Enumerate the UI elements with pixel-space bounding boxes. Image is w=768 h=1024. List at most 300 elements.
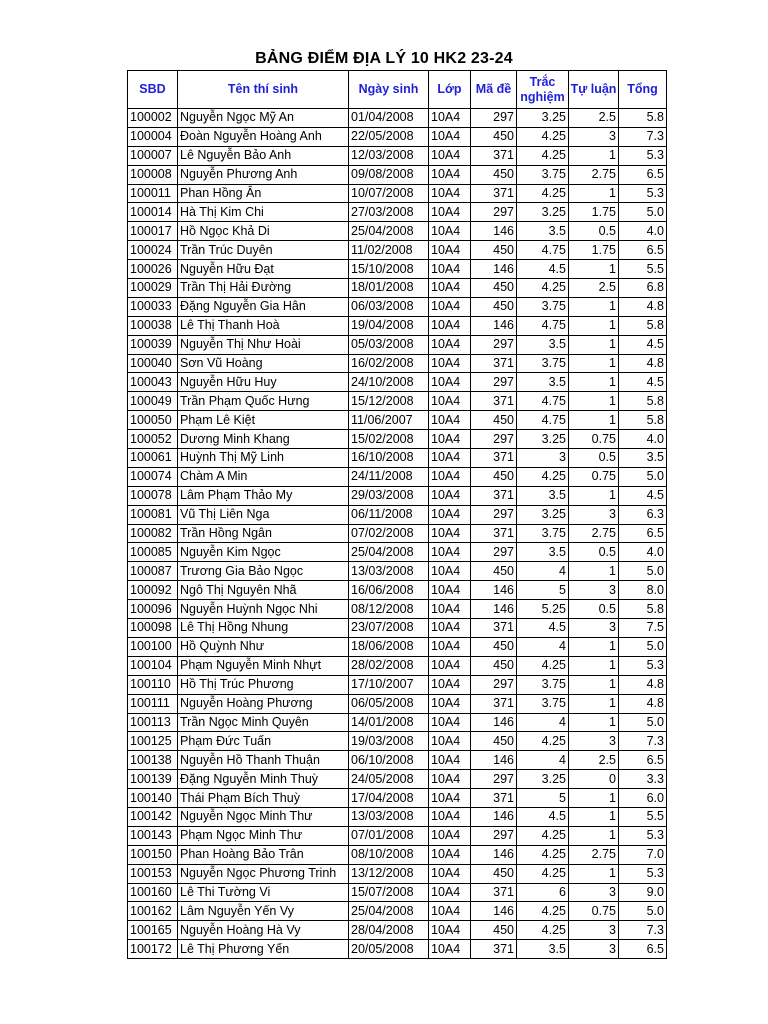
cell-name: Lê Thị Hồng Nhung [178,619,349,638]
cell-multiple-choice: 4.5 [517,260,569,279]
cell-name: Lâm Nguyễn Yến Vy [178,902,349,921]
cell-total: 6.5 [619,940,667,959]
header-dob: Ngày sinh [349,71,429,109]
cell-sbd: 100165 [128,921,178,940]
cell-name: Phạm Ngọc Minh Thư [178,826,349,845]
cell-multiple-choice: 6 [517,883,569,902]
cell-name: Phạm Lê Kiệt [178,411,349,430]
cell-essay: 1 [569,675,619,694]
cell-code: 146 [471,260,517,279]
cell-class: 10A4 [429,430,471,449]
cell-class: 10A4 [429,241,471,260]
cell-class: 10A4 [429,109,471,128]
cell-essay: 1.75 [569,203,619,222]
cell-sbd: 100100 [128,637,178,656]
cell-sbd: 100139 [128,770,178,789]
cell-multiple-choice: 5 [517,789,569,808]
table-row [128,430,667,449]
cell-multiple-choice: 3.25 [517,505,569,524]
cell-sbd: 100004 [128,127,178,146]
cell-sbd: 100143 [128,826,178,845]
cell-sbd: 100007 [128,146,178,165]
table-row [128,619,667,638]
cell-name: Hồ Thị Trúc Phương [178,675,349,694]
cell-sbd: 100026 [128,260,178,279]
cell-essay: 1 [569,486,619,505]
table-row [128,411,667,430]
cell-class: 10A4 [429,807,471,826]
cell-class: 10A4 [429,316,471,335]
cell-name: Phan Hoàng Bảo Trân [178,845,349,864]
cell-multiple-choice: 4.75 [517,392,569,411]
cell-name: Thái Phạm Bích Thuỳ [178,789,349,808]
cell-code: 297 [471,335,517,354]
cell-class: 10A4 [429,713,471,732]
cell-multiple-choice: 4.5 [517,619,569,638]
cell-essay: 1 [569,184,619,203]
cell-name: Nguyễn Ngọc Minh Thư [178,807,349,826]
cell-multiple-choice: 3.5 [517,373,569,392]
cell-code: 450 [471,297,517,316]
cell-dob: 27/03/2008 [349,203,429,222]
cell-sbd: 100040 [128,354,178,373]
cell-total: 5.3 [619,864,667,883]
cell-sbd: 100162 [128,902,178,921]
cell-name: Trương Gia Bảo Ngọc [178,562,349,581]
cell-class: 10A4 [429,637,471,656]
cell-total: 7.0 [619,845,667,864]
cell-multiple-choice: 4.25 [517,826,569,845]
cell-dob: 05/03/2008 [349,335,429,354]
cell-dob: 23/07/2008 [349,619,429,638]
cell-dob: 24/05/2008 [349,770,429,789]
cell-multiple-choice: 4.75 [517,316,569,335]
cell-class: 10A4 [429,600,471,619]
cell-dob: 29/03/2008 [349,486,429,505]
cell-multiple-choice: 3.25 [517,203,569,222]
cell-name: Hồ Quỳnh Như [178,637,349,656]
cell-class: 10A4 [429,486,471,505]
cell-multiple-choice: 4.25 [517,921,569,940]
table-row [128,656,667,675]
cell-essay: 1 [569,260,619,279]
cell-essay: 1 [569,146,619,165]
cell-code: 146 [471,713,517,732]
cell-code: 450 [471,864,517,883]
table-row [128,524,667,543]
header-mc-line2: nghiệm [520,89,565,104]
cell-code: 371 [471,524,517,543]
cell-essay: 0.75 [569,467,619,486]
cell-total: 6.5 [619,751,667,770]
cell-name: Hồ Ngọc Khả Di [178,222,349,241]
table-row [128,826,667,845]
cell-sbd: 100002 [128,109,178,128]
header-total: Tổng [619,71,667,109]
cell-code: 146 [471,807,517,826]
cell-sbd: 100092 [128,581,178,600]
cell-essay: 0.75 [569,902,619,921]
cell-sbd: 100050 [128,411,178,430]
table-row [128,940,667,959]
cell-dob: 18/06/2008 [349,637,429,656]
cell-sbd: 100052 [128,430,178,449]
cell-essay: 3 [569,921,619,940]
cell-total: 4.5 [619,486,667,505]
cell-class: 10A4 [429,411,471,430]
cell-name: Nguyễn Thị Như Hoài [178,335,349,354]
cell-code: 371 [471,184,517,203]
cell-essay: 1 [569,864,619,883]
header-class: Lớp [429,71,471,109]
table-row [128,297,667,316]
cell-dob: 17/04/2008 [349,789,429,808]
grade-table [127,70,667,959]
cell-class: 10A4 [429,770,471,789]
cell-dob: 15/02/2008 [349,430,429,449]
cell-code: 450 [471,279,517,298]
cell-dob: 28/02/2008 [349,656,429,675]
cell-sbd: 100017 [128,222,178,241]
cell-total: 5.0 [619,203,667,222]
cell-sbd: 100011 [128,184,178,203]
cell-total: 6.5 [619,165,667,184]
table-row [128,600,667,619]
cell-multiple-choice: 3.25 [517,109,569,128]
cell-multiple-choice: 4.25 [517,732,569,751]
cell-dob: 15/12/2008 [349,392,429,411]
table-row [128,637,667,656]
cell-name: Vũ Thị Liên Nga [178,505,349,524]
cell-class: 10A4 [429,222,471,241]
table-row [128,883,667,902]
cell-sbd: 100081 [128,505,178,524]
cell-essay: 2.75 [569,165,619,184]
table-row [128,807,667,826]
cell-essay: 1 [569,807,619,826]
cell-total: 6.0 [619,789,667,808]
cell-multiple-choice: 5 [517,581,569,600]
cell-code: 371 [471,619,517,638]
cell-name: Trần Ngọc Minh Quyên [178,713,349,732]
cell-class: 10A4 [429,467,471,486]
cell-sbd: 100039 [128,335,178,354]
cell-name: Dương Minh Khang [178,430,349,449]
cell-total: 6.5 [619,241,667,260]
cell-essay: 3 [569,732,619,751]
cell-sbd: 100029 [128,279,178,298]
cell-total: 4.0 [619,430,667,449]
cell-dob: 19/04/2008 [349,316,429,335]
cell-total: 4.5 [619,335,667,354]
cell-name: Nguyễn Hữu Đạt [178,260,349,279]
cell-class: 10A4 [429,297,471,316]
cell-sbd: 100096 [128,600,178,619]
cell-multiple-choice: 4 [517,751,569,770]
cell-code: 371 [471,354,517,373]
table-row [128,184,667,203]
cell-name: Nguyễn Ngọc Mỹ An [178,109,349,128]
cell-multiple-choice: 4.25 [517,656,569,675]
cell-sbd: 100014 [128,203,178,222]
cell-code: 450 [471,127,517,146]
cell-total: 9.0 [619,883,667,902]
header-essay: Tự luận [569,71,619,109]
cell-essay: 0 [569,770,619,789]
cell-essay: 1 [569,316,619,335]
cell-code: 371 [471,146,517,165]
cell-code: 371 [471,449,517,468]
cell-code: 371 [471,694,517,713]
cell-essay: 1 [569,562,619,581]
cell-code: 297 [471,770,517,789]
cell-essay: 1 [569,411,619,430]
cell-total: 3.5 [619,449,667,468]
table-row [128,694,667,713]
cell-class: 10A4 [429,203,471,222]
cell-essay: 2.75 [569,524,619,543]
cell-name: Chàm A Min [178,467,349,486]
cell-multiple-choice: 3.25 [517,770,569,789]
cell-code: 146 [471,600,517,619]
cell-dob: 01/04/2008 [349,109,429,128]
cell-essay: 3 [569,127,619,146]
cell-multiple-choice: 3.5 [517,486,569,505]
cell-code: 450 [471,165,517,184]
cell-dob: 06/10/2008 [349,751,429,770]
header-mc-line1: Trắc [529,74,556,89]
cell-sbd: 100140 [128,789,178,808]
cell-essay: 3 [569,505,619,524]
cell-class: 10A4 [429,845,471,864]
cell-sbd: 100111 [128,694,178,713]
cell-class: 10A4 [429,732,471,751]
cell-sbd: 100104 [128,656,178,675]
cell-name: Lê Nguyễn Bảo Anh [178,146,349,165]
cell-class: 10A4 [429,449,471,468]
cell-dob: 06/05/2008 [349,694,429,713]
cell-class: 10A4 [429,619,471,638]
cell-name: Nguyễn Ngọc Phương Trinh [178,864,349,883]
cell-dob: 16/10/2008 [349,449,429,468]
table-row [128,260,667,279]
cell-essay: 1 [569,392,619,411]
cell-dob: 06/03/2008 [349,297,429,316]
cell-total: 7.5 [619,619,667,638]
table-row [128,165,667,184]
cell-essay: 3 [569,940,619,959]
cell-code: 146 [471,222,517,241]
cell-class: 10A4 [429,260,471,279]
cell-name: Trần Thị Hải Đường [178,279,349,298]
cell-total: 3.3 [619,770,667,789]
cell-multiple-choice: 3.25 [517,430,569,449]
cell-dob: 20/05/2008 [349,940,429,959]
cell-total: 4.8 [619,694,667,713]
cell-multiple-choice: 4.25 [517,902,569,921]
cell-class: 10A4 [429,279,471,298]
table-row [128,392,667,411]
table-row [128,316,667,335]
cell-code: 297 [471,203,517,222]
cell-code: 297 [471,505,517,524]
cell-multiple-choice: 3.75 [517,694,569,713]
cell-essay: 1 [569,656,619,675]
cell-essay: 0.75 [569,430,619,449]
cell-class: 10A4 [429,694,471,713]
cell-dob: 25/04/2008 [349,222,429,241]
cell-total: 5.5 [619,807,667,826]
cell-sbd: 100078 [128,486,178,505]
table-row [128,713,667,732]
table-row [128,921,667,940]
cell-dob: 07/01/2008 [349,826,429,845]
cell-code: 297 [471,675,517,694]
table-row [128,467,667,486]
cell-sbd: 100138 [128,751,178,770]
cell-name: Nguyễn Hoàng Phương [178,694,349,713]
cell-total: 7.3 [619,732,667,751]
cell-code: 297 [471,430,517,449]
cell-code: 146 [471,581,517,600]
cell-class: 10A4 [429,656,471,675]
cell-dob: 09/08/2008 [349,165,429,184]
cell-dob: 08/10/2008 [349,845,429,864]
cell-dob: 25/04/2008 [349,543,429,562]
cell-code: 450 [471,732,517,751]
table-row [128,486,667,505]
table-row [128,146,667,165]
cell-total: 5.3 [619,146,667,165]
cell-multiple-choice: 4 [517,562,569,581]
cell-sbd: 100049 [128,392,178,411]
cell-class: 10A4 [429,392,471,411]
cell-multiple-choice: 3.75 [517,297,569,316]
cell-total: 5.8 [619,411,667,430]
cell-dob: 12/03/2008 [349,146,429,165]
cell-sbd: 100172 [128,940,178,959]
cell-multiple-choice: 4 [517,637,569,656]
cell-class: 10A4 [429,921,471,940]
cell-name: Sơn Vũ Hoàng [178,354,349,373]
cell-total: 6.5 [619,524,667,543]
cell-total: 5.8 [619,316,667,335]
cell-essay: 1 [569,713,619,732]
cell-essay: 1 [569,354,619,373]
cell-code: 371 [471,392,517,411]
cell-class: 10A4 [429,864,471,883]
cell-name: Nguyễn Hồ Thanh Thuận [178,751,349,770]
cell-sbd: 100098 [128,619,178,638]
cell-multiple-choice: 3.75 [517,524,569,543]
cell-code: 146 [471,316,517,335]
cell-total: 4.8 [619,354,667,373]
cell-essay: 1 [569,373,619,392]
cell-essay: 3 [569,883,619,902]
table-row [128,241,667,260]
table-row [128,203,667,222]
cell-code: 450 [471,411,517,430]
cell-class: 10A4 [429,543,471,562]
header-code: Mã đề [471,71,517,109]
cell-essay: 1 [569,826,619,845]
cell-class: 10A4 [429,751,471,770]
cell-dob: 06/11/2008 [349,505,429,524]
cell-class: 10A4 [429,524,471,543]
cell-class: 10A4 [429,789,471,808]
cell-essay: 3 [569,619,619,638]
table-row [128,279,667,298]
table-row [128,127,667,146]
cell-class: 10A4 [429,940,471,959]
table-row [128,562,667,581]
cell-multiple-choice: 4.25 [517,184,569,203]
cell-essay: 2.5 [569,751,619,770]
cell-multiple-choice: 3.75 [517,675,569,694]
cell-name: Hà Thị Kim Chi [178,203,349,222]
cell-class: 10A4 [429,902,471,921]
cell-name: Phạm Nguyễn Minh Nhựt [178,656,349,675]
cell-essay: 2.5 [569,109,619,128]
cell-multiple-choice: 4.25 [517,864,569,883]
table-row [128,770,667,789]
cell-code: 297 [471,543,517,562]
cell-sbd: 100150 [128,845,178,864]
cell-name: Phan Hồng Ân [178,184,349,203]
cell-code: 371 [471,883,517,902]
cell-multiple-choice: 3.5 [517,222,569,241]
cell-name: Nguyễn Hữu Huy [178,373,349,392]
cell-dob: 16/02/2008 [349,354,429,373]
cell-dob: 28/04/2008 [349,921,429,940]
cell-sbd: 100160 [128,883,178,902]
cell-code: 297 [471,373,517,392]
cell-code: 146 [471,845,517,864]
table-row [128,449,667,468]
cell-total: 6.3 [619,505,667,524]
cell-class: 10A4 [429,883,471,902]
table-row [128,505,667,524]
cell-total: 4.0 [619,543,667,562]
cell-total: 4.5 [619,373,667,392]
cell-total: 6.8 [619,279,667,298]
cell-dob: 14/01/2008 [349,713,429,732]
cell-essay: 3 [569,581,619,600]
cell-total: 4.8 [619,675,667,694]
cell-essay: 1 [569,335,619,354]
cell-dob: 10/07/2008 [349,184,429,203]
table-row [128,335,667,354]
cell-sbd: 100008 [128,165,178,184]
cell-dob: 11/06/2007 [349,411,429,430]
table-row [128,581,667,600]
cell-dob: 13/12/2008 [349,864,429,883]
cell-code: 146 [471,751,517,770]
table-row [128,845,667,864]
cell-dob: 11/02/2008 [349,241,429,260]
cell-name: Lê Thi Tường Vi [178,883,349,902]
cell-class: 10A4 [429,581,471,600]
cell-multiple-choice: 3.5 [517,940,569,959]
cell-sbd: 100110 [128,675,178,694]
cell-name: Lê Thị Phương Yến [178,940,349,959]
cell-name: Đặng Nguyễn Minh Thuỳ [178,770,349,789]
cell-total: 8.0 [619,581,667,600]
cell-total: 5.0 [619,713,667,732]
cell-sbd: 100125 [128,732,178,751]
header-sbd: SBD [128,71,178,109]
cell-multiple-choice: 4.25 [517,279,569,298]
